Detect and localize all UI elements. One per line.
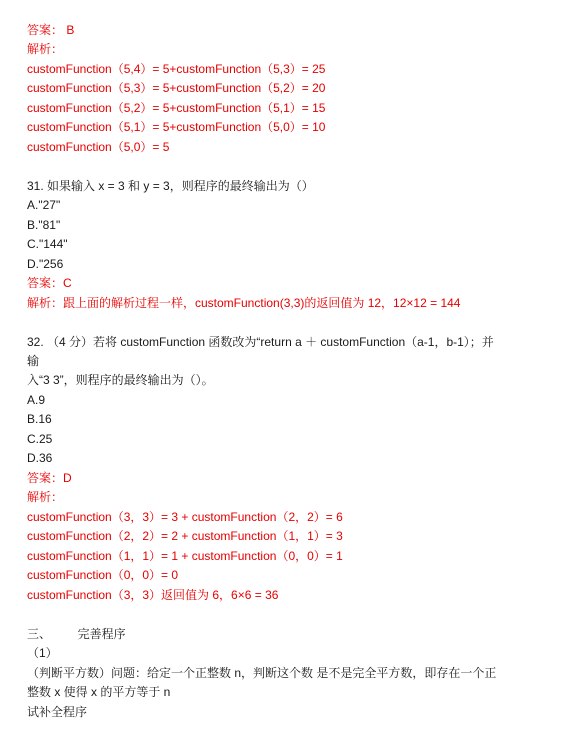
option-b: B.16 bbox=[27, 412, 52, 426]
analysis-line: customFunction（3，3）返回值为 6，6×6 = 36 bbox=[27, 588, 279, 602]
analysis-line: customFunction（0，0）= 0 bbox=[27, 568, 179, 582]
question-32-cont: 输 bbox=[27, 354, 40, 368]
analysis-line: customFunction（5,1）= 5+customFunction（5,0）= 10 bbox=[27, 120, 326, 134]
analysis-line: customFunction（2，2）= 2 + customFunction（1，1）= 3 bbox=[27, 529, 343, 543]
question-32: 32. （4 分）若将 customFunction 函数改为“return a ＋ customFunction（a-1，b-1）；并 bbox=[27, 335, 494, 349]
analysis-label: 解析： bbox=[27, 490, 64, 504]
problem-text-cont: 整数 x 使得 x 的平方等于 n bbox=[27, 685, 171, 699]
analysis-line: customFunction（5,2）= 5+customFunction（5,1）= 15 bbox=[27, 101, 326, 115]
analysis-label: 解析： bbox=[27, 42, 64, 56]
problem-text: （判断平方数）问题：给定一个正整数 n，判断这个数 是不是完全平方数，即存在一个正 bbox=[27, 666, 497, 680]
analysis-line: customFunction（5,0）= 5 bbox=[27, 140, 170, 154]
analysis-line: customFunction（1，1）= 1 + customFunction（0，0）= 1 bbox=[27, 549, 343, 563]
option-c: C."144" bbox=[27, 237, 68, 251]
option-b: B."81" bbox=[27, 218, 61, 232]
option-a: A."27" bbox=[27, 198, 61, 212]
question-32-cont: 入“3 3”，则程序的最终输出为（）。 bbox=[27, 373, 214, 387]
analysis-line: 解析：跟上面的解析过程一样，customFunction(3,3)的返回值为 12，12×12 = 144 bbox=[27, 296, 461, 310]
analysis-line: customFunction（5,3）= 5+customFunction（5,2）= 20 bbox=[27, 81, 326, 95]
analysis-line: customFunction（5,4）= 5+customFunction（5,3）= 25 bbox=[27, 62, 326, 76]
answer-line: 答案： B bbox=[27, 23, 75, 37]
question-31: 31. 如果输入 x = 3 和 y = 3，则程序的最终输出为（） bbox=[27, 179, 314, 193]
option-c: C.25 bbox=[27, 432, 53, 446]
option-d: D.36 bbox=[27, 451, 53, 465]
option-d: D."256 bbox=[27, 257, 64, 271]
answer-line: 答案：C bbox=[27, 276, 72, 290]
option-a: A.9 bbox=[27, 393, 46, 407]
subsection-number: （1） bbox=[27, 646, 58, 660]
instruction-text: 试补全程序 bbox=[27, 705, 88, 719]
analysis-line: customFunction（3，3）= 3 + customFunction（2，2）= 6 bbox=[27, 510, 343, 524]
answer-line: 答案：D bbox=[27, 471, 72, 485]
section-heading: 三、 完善程序 bbox=[27, 627, 126, 641]
